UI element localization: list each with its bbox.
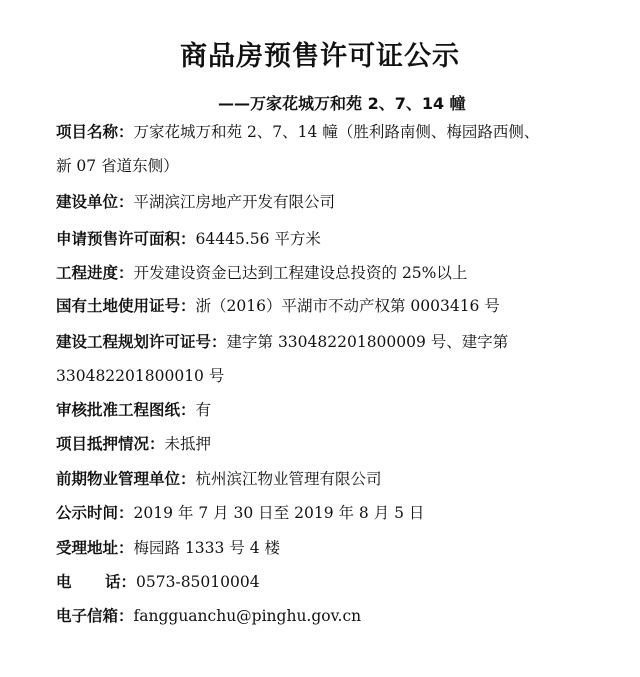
field-label: 建设单位：	[56, 193, 134, 211]
field-value: 2019 年 7 月 30 日至 2019 年 8 月 5 日	[133, 504, 425, 522]
field-label: 受理地址：	[56, 539, 134, 557]
field-mortgage	[56, 432, 628, 456]
field-value: 未抵押	[164, 435, 212, 453]
field-label: 项目抵押情况：	[56, 435, 165, 453]
field-value: 0573-85010004	[136, 573, 260, 591]
field-land-cert	[56, 294, 628, 318]
field-label: 建设工程规划许可证号：	[56, 333, 227, 351]
field-area	[56, 227, 628, 251]
page-subtitle: ——万家花城万和苑 2、7、14 幢	[218, 94, 466, 113]
field-label: 话：	[105, 573, 137, 591]
field-value: 杭州滨江物业管理有限公司	[195, 470, 382, 488]
field-property-mgmt	[56, 467, 628, 491]
field-project-name	[56, 120, 628, 144]
field-value: fangguanchu@pinghu.gov.cn	[133, 607, 362, 625]
field-drawings	[56, 398, 628, 422]
field-value: 浙（2016）平湖市不动产权第 0003416 号	[195, 297, 500, 315]
page-title: 商品房预售许可证公示	[180, 41, 460, 72]
field-value: 梅园路 1333 号 4 楼	[133, 539, 281, 557]
field-label: 前期物业管理单位：	[56, 470, 196, 488]
field-planning-cert-continued: 330482201800010 号	[56, 367, 225, 385]
field-label: 工程进度：	[56, 264, 134, 282]
field-value: 平湖滨江房地产开发有限公司	[133, 193, 336, 211]
field-label: 审核批准工程图纸：	[56, 401, 196, 419]
field-email	[56, 604, 628, 628]
field-label: 项目名称：	[56, 123, 134, 141]
field-label: 申请预售许可面积：	[56, 230, 196, 248]
field-value: 开发建设资金已达到工程建设总投资的 25%以上	[133, 264, 468, 282]
field-address	[56, 536, 628, 560]
field-value: 建字第 330482201800009 号、建字第	[226, 333, 509, 351]
field-label: 电子信箱：	[56, 607, 134, 625]
field-value: 64445.56 平方米	[195, 230, 321, 248]
field-label: 电	[56, 573, 72, 591]
field-planning-cert	[56, 330, 628, 354]
field-phone	[56, 570, 628, 594]
field-notice-period	[56, 501, 628, 525]
field-label: 公示时间：	[56, 504, 134, 522]
field-progress	[56, 261, 628, 285]
field-label: 国有土地使用证号：	[56, 297, 196, 315]
field-project-name-continued: 新 07 省道东侧）	[56, 157, 179, 175]
field-builder	[56, 190, 628, 214]
field-value: 有	[195, 401, 212, 419]
field-value: 万家花城万和苑 2、7、14 幢（胜利路南侧、梅园路西侧、	[133, 123, 540, 141]
